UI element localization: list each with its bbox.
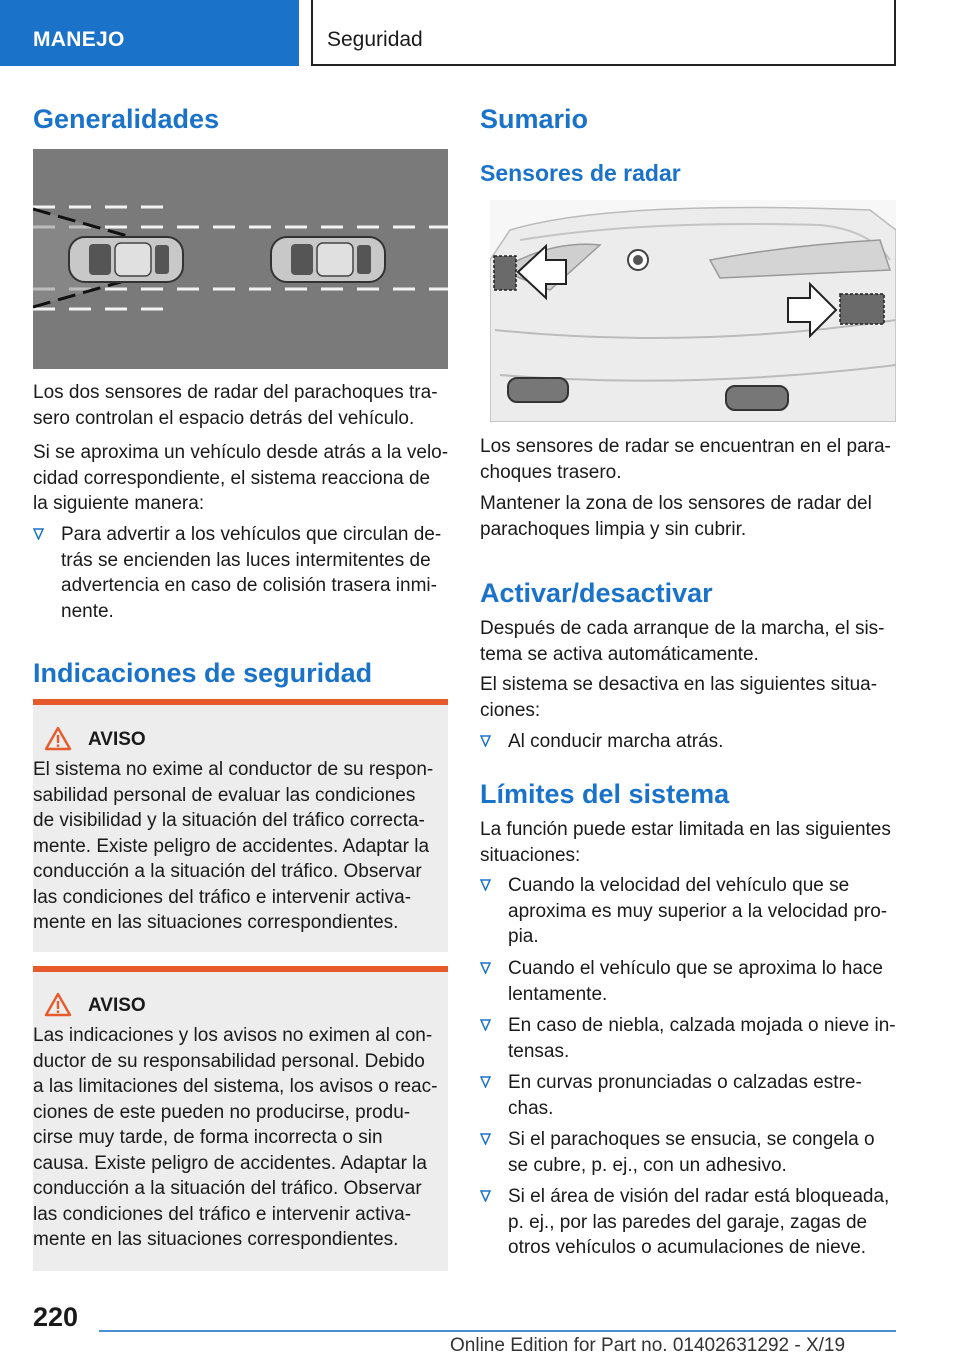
list-item: Si el parachoques se ensucia, se congela o se cubre, p. ej., con un adhesivo. (480, 1127, 896, 1179)
list-item: En curvas pronunciadas o calzadas estre- chas. (480, 1070, 896, 1122)
keep-clean-paragraph: Mantener la zona de los sensores de radar del parachoques limpia y sin cubrir. (480, 493, 872, 540)
list-item: Para advertir a los vehículos que circulan de- trás se encienden las luces intermitentes de advertencia en caso de colisión trasera inmi- nente. (33, 522, 448, 626)
warning-text: Las indicaciones y los avisos no eximen al con- ductor de su responsabilidad personal. Debido a las limitaciones del sistema, los avisos o reac- ciones de este pueden no producirse, produ- cirse muy tarde, de forma incorrecta o sin causa. Existe peligro de accidentes. Adaptar la conducción a la situación del tráfico. Observar las condiciones del tráfico e intervenir activa- mente en las situaciones correspondientes. (33, 1025, 438, 1250)
intro-paragraph: Los dos sensores de radar del parachoques tra- sero controlan el espacio detrás del vehículo. (33, 382, 438, 429)
warning-title: AVISO (88, 995, 146, 1016)
heading-radar-sensors: Sensores de radar (480, 160, 681, 186)
heading-safety: Indicaciones de seguridad (33, 658, 373, 688)
bullet-triangle-icon (480, 1076, 491, 1088)
bullet-triangle-icon (480, 1133, 491, 1145)
section-header (311, 0, 896, 66)
bullet-triangle-icon (480, 735, 491, 747)
page-number: 220 (33, 1302, 79, 1332)
heading-limits: Límites del sistema (480, 779, 730, 809)
edition-footer: Online Edition for Part no. 01402631292 - X/19 (450, 1335, 846, 1356)
warning-box-1 (33, 699, 448, 952)
radar-zone-figure (33, 149, 448, 369)
warning-bar (33, 966, 448, 972)
sensors-location-paragraph: Los sensores de radar se encuentran en el para- choques trasero. (480, 436, 891, 483)
warning-text: El sistema no exime al conductor de su respon- sabilidad personal de evaluar las condiciones de visibilidad y la situación del tráfico correcta- mente. Existe peligro de accidentes. Adaptar la conducción a la situación del tráfico. Observar las condiciones del tráfico e intervenir activa- mente en las situaciones correspondientes. (33, 759, 434, 933)
heading-sumario: Sumario (480, 104, 589, 134)
list-item: Cuando el vehículo que se aproxima lo hace lentamente. (480, 956, 896, 1008)
bullet-triangle-icon (33, 528, 44, 540)
list-item: En caso de niebla, calzada mojada o nieve in- tensas. (480, 1013, 896, 1065)
warning-triangle-icon (44, 992, 72, 1017)
list-item: Al conducir marcha atrás. (480, 729, 896, 755)
warning-box-2 (33, 966, 448, 1271)
warning-title: AVISO (88, 729, 146, 750)
chapter-label: MANEJO (33, 28, 125, 51)
warning-bar (33, 699, 448, 705)
approach-paragraph: Si se aproxima un vehículo desde atrás a la velo- cidad correspondiente, el sistema reacciona de la siguiente manera: (33, 442, 449, 514)
heading-generalidades: Generalidades (33, 104, 220, 134)
warning-triangle-icon (44, 726, 72, 751)
bumper-illustration (490, 200, 896, 422)
chapter-tab[interactable] (0, 0, 299, 66)
deactivate-paragraph: El sistema se desactiva en las siguientes situa- ciones: (480, 674, 878, 721)
bullet-triangle-icon (480, 962, 491, 974)
bullet-triangle-icon (480, 1019, 491, 1031)
list-item: Si el área de visión del radar está bloqueada, p. ej., por las paredes del garaje, zagas de otros vehículos o acumulaciones de nieve. (480, 1184, 896, 1262)
section-label: Seguridad (327, 28, 423, 51)
bullet-triangle-icon (480, 1190, 491, 1202)
footer-divider (99, 1330, 896, 1332)
road-diagram (33, 149, 448, 369)
activate-paragraph: Después de cada arranque de la marcha, el sis- tema se activa automáticamente. (480, 618, 885, 665)
limits-paragraph: La función puede estar limitada en las siguientes situaciones: (480, 819, 891, 866)
list-item: Cuando la velocidad del vehículo que se aproxima es muy superior a la velocidad pro- pia. (480, 873, 896, 951)
bullet-triangle-icon (480, 879, 491, 891)
car-rear (69, 237, 183, 282)
car-front (271, 237, 385, 282)
heading-activate: Activar/desactivar (480, 578, 713, 608)
bumper-figure (490, 200, 896, 422)
